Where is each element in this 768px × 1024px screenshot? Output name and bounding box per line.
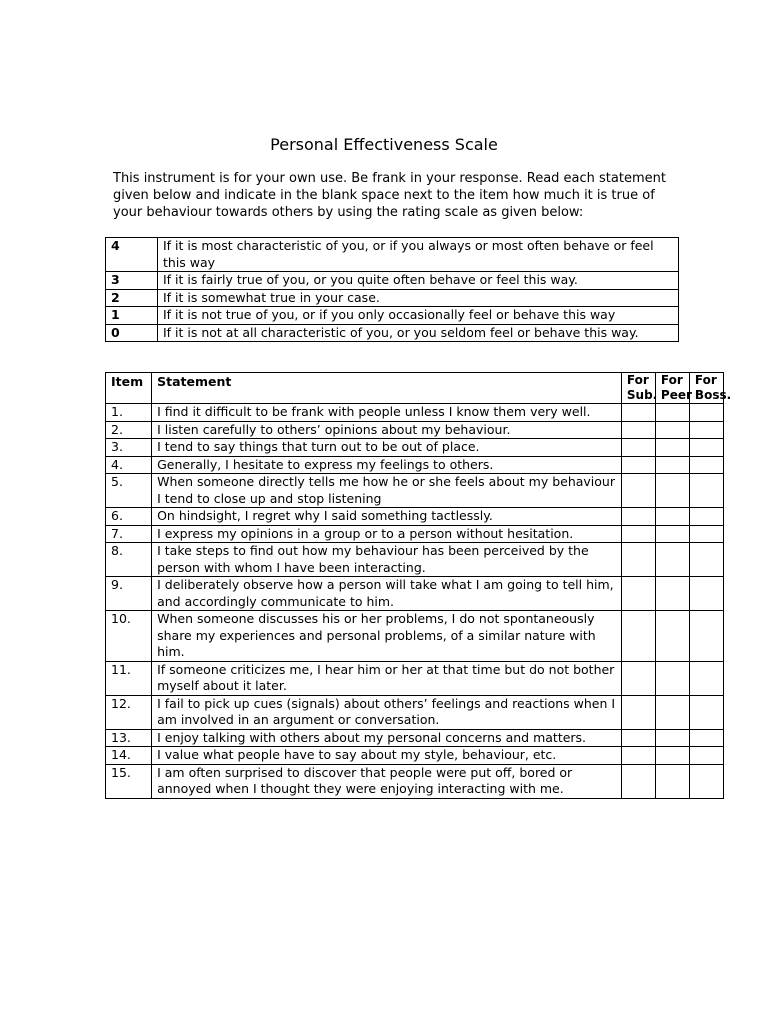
boss-rating-cell[interactable] — [689, 508, 723, 526]
scale-code: 4 — [106, 238, 158, 272]
peer-rating-cell[interactable] — [655, 695, 689, 729]
instructions-paragraph: This instrument is for your own use. Be frank in your response. Read each statement given below and indicate in the blank space next to the item how much it is true of your behaviour towards others by using the rating scale as given below: — [113, 171, 666, 220]
boss-rating-cell[interactable] — [689, 421, 723, 439]
boss-rating-cell[interactable] — [689, 474, 723, 508]
sub-rating-cell[interactable] — [621, 456, 655, 474]
table-row — [106, 661, 724, 695]
scale-row — [106, 272, 679, 290]
sub-rating-cell[interactable] — [621, 439, 655, 457]
table-header-row — [106, 373, 724, 404]
boss-rating-cell[interactable] — [689, 543, 723, 577]
table-row — [106, 747, 724, 765]
item-number: 12. — [106, 695, 152, 729]
peer-rating-cell[interactable] — [655, 729, 689, 747]
item-number: 10. — [106, 611, 152, 662]
item-number: 2. — [106, 421, 152, 439]
sub-column-header: For Sub. — [621, 373, 655, 404]
item-statement: Generally, I hesitate to express my feelings to others. — [152, 456, 622, 474]
boss-rating-cell[interactable] — [689, 404, 723, 422]
boss-rating-cell[interactable] — [689, 695, 723, 729]
boss-rating-cell[interactable] — [689, 577, 723, 611]
scale-description: If it is most characteristic of you, or if you always or most often behave or feel this way — [158, 238, 679, 272]
peer-rating-cell[interactable] — [655, 474, 689, 508]
scale-row — [106, 238, 679, 272]
sub-rating-cell[interactable] — [621, 508, 655, 526]
peer-rating-cell[interactable] — [655, 421, 689, 439]
item-statement: I enjoy talking with others about my personal concerns and matters. — [152, 729, 622, 747]
item-number: 11. — [106, 661, 152, 695]
item-statement: I tend to say things that turn out to be out of place. — [152, 439, 622, 457]
item-statement: I find it difficult to be frank with people unless I know them very well. — [152, 404, 622, 422]
boss-rating-cell[interactable] — [689, 661, 723, 695]
sub-rating-cell[interactable] — [621, 543, 655, 577]
scale-description: If it is not at all characteristic of you, or you seldom feel or behave this way. — [158, 324, 679, 342]
scale-code: 1 — [106, 307, 158, 325]
item-statement: When someone directly tells me how he or she feels about my behaviour I tend to close up and stop listening — [152, 474, 622, 508]
boss-rating-cell[interactable] — [689, 611, 723, 662]
sub-rating-cell[interactable] — [621, 661, 655, 695]
statements-table — [105, 372, 732, 799]
sub-rating-cell[interactable] — [621, 729, 655, 747]
item-number: 4. — [106, 456, 152, 474]
scale-code: 0 — [106, 324, 158, 342]
sub-rating-cell[interactable] — [621, 695, 655, 729]
statement-column-header: Statement — [152, 373, 622, 404]
scale-code: 2 — [106, 289, 158, 307]
item-number: 3. — [106, 439, 152, 457]
table-row — [106, 577, 724, 611]
peer-rating-cell[interactable] — [655, 543, 689, 577]
boss-rating-cell[interactable] — [689, 764, 723, 798]
peer-column-header: For Peer — [655, 373, 689, 404]
item-number: 15. — [106, 764, 152, 798]
peer-rating-cell[interactable] — [655, 456, 689, 474]
item-statement: When someone discusses his or her problems, I do not spontaneously share my experiences and personal problems, of a similar nature with him. — [152, 611, 622, 662]
table-row — [106, 508, 724, 526]
boss-rating-cell[interactable] — [689, 525, 723, 543]
item-number: 14. — [106, 747, 152, 765]
item-statement: On hindsight, I regret why I said something tactlessly. — [152, 508, 622, 526]
table-row — [106, 404, 724, 422]
peer-rating-cell[interactable] — [655, 508, 689, 526]
table-row — [106, 474, 724, 508]
scale-description: If it is not true of you, or if you only occasionally feel or behave this way — [158, 307, 679, 325]
scale-description: If it is somewhat true in your case. — [158, 289, 679, 307]
item-number: 5. — [106, 474, 152, 508]
item-statement: I value what people have to say about my style, behaviour, etc. — [152, 747, 622, 765]
table-row — [106, 439, 724, 457]
sub-rating-cell[interactable] — [621, 764, 655, 798]
rating-scale-table — [105, 237, 679, 342]
scale-code: 3 — [106, 272, 158, 290]
page-title: Personal Effectiveness Scale — [270, 135, 498, 154]
peer-rating-cell[interactable] — [655, 611, 689, 662]
boss-rating-cell[interactable] — [689, 729, 723, 747]
table-row — [106, 456, 724, 474]
item-number: 9. — [106, 577, 152, 611]
boss-rating-cell[interactable] — [689, 439, 723, 457]
scale-row — [106, 289, 679, 307]
peer-rating-cell[interactable] — [655, 577, 689, 611]
peer-rating-cell[interactable] — [655, 661, 689, 695]
boss-rating-cell[interactable] — [689, 747, 723, 765]
boss-column-header: For Boss. — [689, 373, 723, 404]
table-row — [106, 611, 724, 662]
item-number: 13. — [106, 729, 152, 747]
peer-rating-cell[interactable] — [655, 404, 689, 422]
item-column-header: Item — [106, 373, 152, 404]
item-statement: I deliberately observe how a person will take what I am going to tell him, and accordingly communicate to him. — [152, 577, 622, 611]
scale-row — [106, 324, 679, 342]
peer-rating-cell[interactable] — [655, 439, 689, 457]
sub-rating-cell[interactable] — [621, 525, 655, 543]
table-row — [106, 421, 724, 439]
table-row — [106, 695, 724, 729]
scale-description: If it is fairly true of you, or you quite often behave or feel this way. — [158, 272, 679, 290]
sub-rating-cell[interactable] — [621, 404, 655, 422]
table-row — [106, 543, 724, 577]
table-row — [106, 525, 724, 543]
item-number: 1. — [106, 404, 152, 422]
item-number: 8. — [106, 543, 152, 577]
peer-rating-cell[interactable] — [655, 747, 689, 765]
scale-row — [106, 307, 679, 325]
peer-rating-cell[interactable] — [655, 525, 689, 543]
sub-rating-cell[interactable] — [621, 577, 655, 611]
sub-rating-cell[interactable] — [621, 747, 655, 765]
item-number: 7. — [106, 525, 152, 543]
item-statement: I listen carefully to others’ opinions about my behaviour. — [152, 421, 622, 439]
item-statement: If someone criticizes me, I hear him or her at that time but do not bother myself about it later. — [152, 661, 622, 695]
sub-rating-cell[interactable] — [621, 611, 655, 662]
item-number: 6. — [106, 508, 152, 526]
peer-rating-cell[interactable] — [655, 764, 689, 798]
table-row — [106, 764, 724, 798]
table-row — [106, 729, 724, 747]
sub-rating-cell[interactable] — [621, 421, 655, 439]
item-statement: I express my opinions in a group or to a person without hesitation. — [152, 525, 622, 543]
item-statement: I take steps to find out how my behaviour has been perceived by the person with whom I have been interacting. — [152, 543, 622, 577]
item-statement: I fail to pick up cues (signals) about others’ feelings and reactions when I am involved in an argument or conversation. — [152, 695, 622, 729]
sub-rating-cell[interactable] — [621, 474, 655, 508]
item-statement: I am often surprised to discover that people were put off, bored or annoyed when I thought they were enjoying interacting with me. — [152, 764, 622, 798]
boss-rating-cell[interactable] — [689, 456, 723, 474]
